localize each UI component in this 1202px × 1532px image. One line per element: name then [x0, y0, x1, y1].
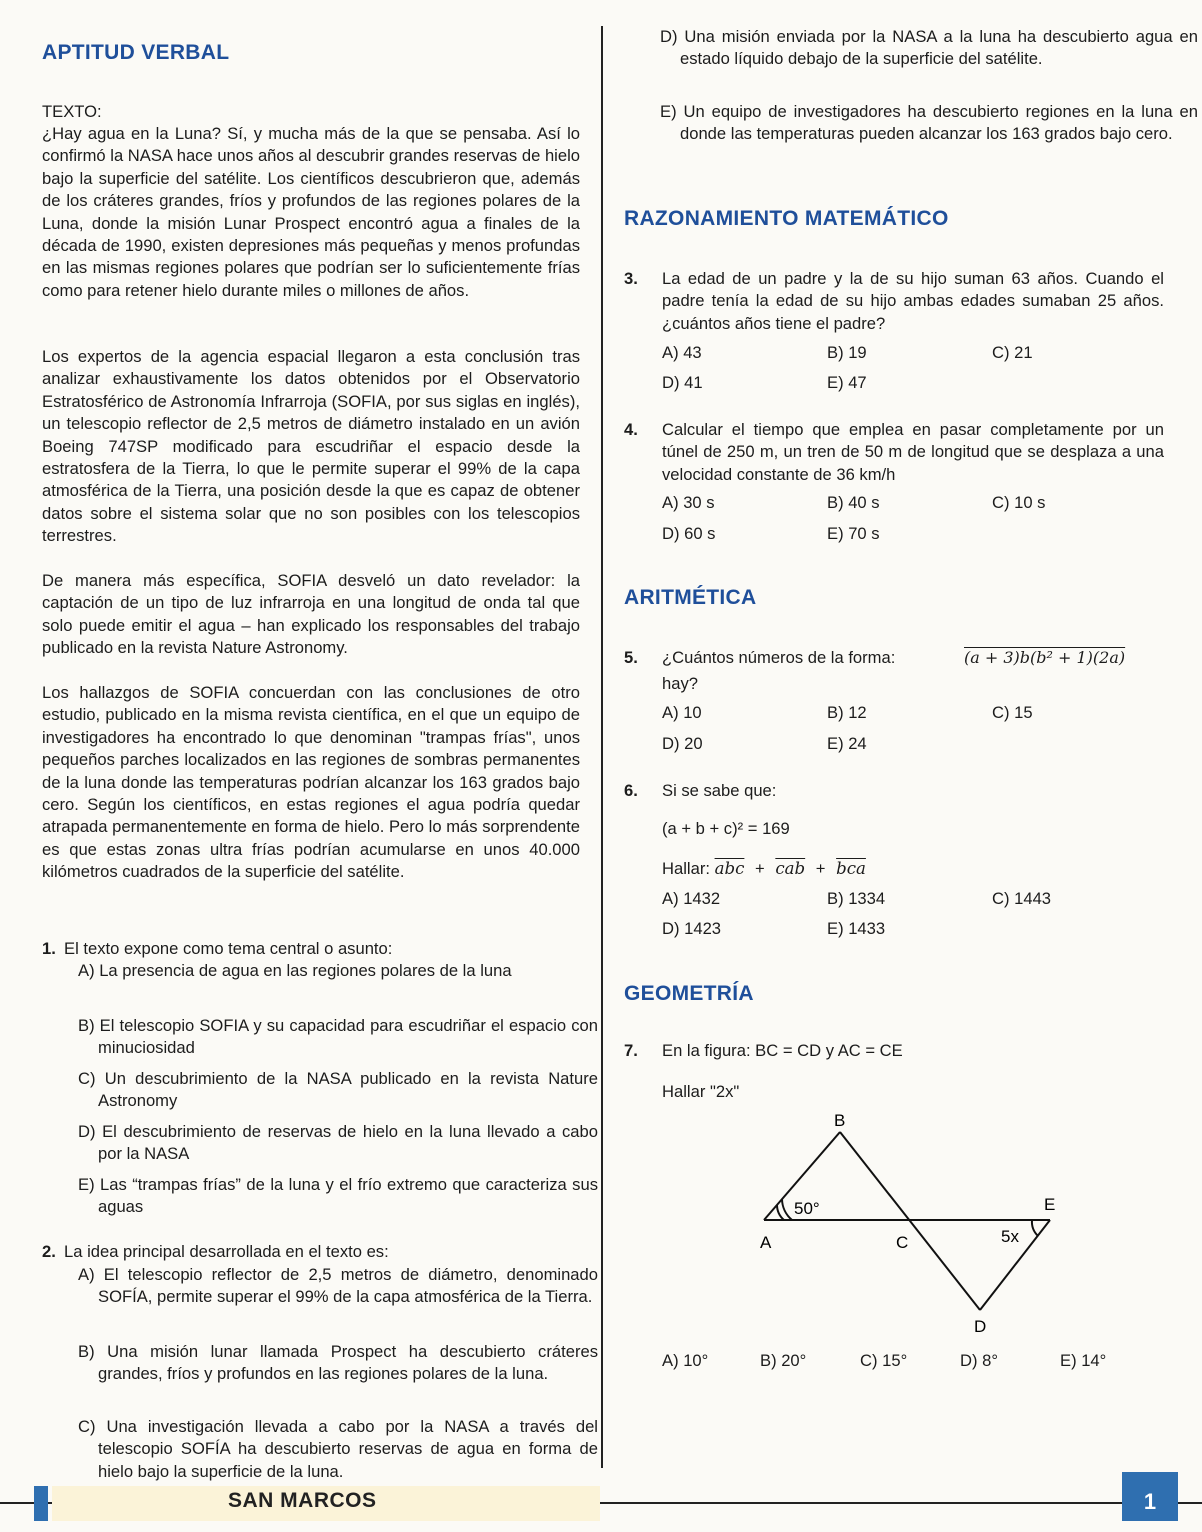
q6-term-abc: $\overline{abc}$: [714, 859, 745, 878]
q5-options-row-1: [662, 702, 1162, 724]
q6-option-d[interactable]: D) 1423: [662, 919, 722, 938]
question-1: [42, 938, 582, 960]
section-title-aritmetica: ARITMÉTICA: [624, 586, 757, 609]
angle-arc-a: [782, 1199, 792, 1220]
q7-hallar: Hallar "2x": [662, 1082, 740, 1101]
question-text: El texto expone como tema central o asunto:: [64, 939, 393, 958]
page-number-badge: 1: [1122, 1472, 1178, 1521]
q1-option-b[interactable]: B) El telescopio SOFIA y su capacidad para escudriñar el espacio con minuciosidad: [78, 1016, 598, 1058]
q6-options-row-1: [662, 888, 1162, 910]
column-divider: [601, 26, 603, 1468]
q4-option-b[interactable]: B) 40 s: [827, 493, 880, 512]
q7-option-e[interactable]: E) 14°: [1060, 1351, 1107, 1370]
q7-options-row: [662, 1350, 1162, 1372]
q3-option-e[interactable]: E) 47: [827, 373, 867, 392]
question-text: La edad de un padre y la de su hijo suman 63 años. Cuando el padre tenía la edad de su hijo ambas edades sumaban 25 años. ¿cuántos años tiene el padre?: [662, 269, 1164, 333]
q4-option-c[interactable]: C) 10 s: [992, 493, 1046, 512]
angle-5x-label: 5x: [1001, 1227, 1019, 1246]
q2-option-a[interactable]: A) El telescopio reflector de 2,5 metros de diámetro, denominado SOFÍA, permite superar el 99% de la capa atmosférica de la Tierra.: [78, 1265, 598, 1307]
q6-option-a[interactable]: A) 1432: [662, 889, 721, 908]
question-2: [42, 1241, 582, 1263]
q5-option-e[interactable]: E) 24: [827, 734, 867, 753]
q6-plus-1: +: [755, 859, 765, 878]
q1-option-a[interactable]: A) La presencia de agua en las regiones polares de la luna: [78, 961, 512, 980]
q1-option-e[interactable]: E) Las “trampas frías” de la luna y el frío extremo que caracteriza sus aguas: [78, 1175, 598, 1217]
question-text: La idea principal desarrollada en el texto es:: [64, 1242, 389, 1261]
question-number: 5.: [624, 648, 638, 667]
q3-option-a[interactable]: A) 43: [662, 343, 702, 362]
q6-option-b[interactable]: B) 1334: [827, 889, 886, 908]
question-6: [624, 780, 1164, 804]
q4-options-row-1: [662, 492, 1162, 514]
q3-option-d[interactable]: D) 41: [662, 373, 703, 392]
q6-option-c[interactable]: C) 1443: [992, 889, 1052, 908]
q7-option-b[interactable]: B) 20°: [760, 1351, 807, 1370]
q5-formula: (a + 3)b(b² + 1)(2a): [964, 648, 1126, 667]
point-e-label: E: [1044, 1195, 1056, 1214]
q6-hallar: [662, 858, 866, 880]
question-5: [624, 647, 1164, 671]
question-7: [624, 1040, 1164, 1064]
q5-option-b[interactable]: B) 12: [827, 703, 867, 722]
question-text: ¿Cuántos números de la forma:: [662, 648, 896, 667]
text-paragraph-1: ¿Hay agua en la Luna? Sí, y mucha más de la que se pensaba. Así lo confirmó la NASA hace unos años al descubrir grandes reservas de hielo bajo la superficie del satélite. Los científicos descubrieron que, además de los cráteres grandes, fríos y profundos de las regiones polares de la Luna, donde la misión Lunar Prospect encontró agua a finales de la década de 1990, existen depresiones más pequeñas y menos profundas en las mismas regiones polares que podrían ser lo suficientemente frías como para retener hielo durante miles o millones de años.: [42, 124, 580, 300]
q3-options-row-1: [662, 342, 1162, 364]
point-d-label: D: [974, 1317, 987, 1335]
q5-option-d[interactable]: D) 20: [662, 734, 703, 753]
q3-option-c[interactable]: C) 21: [992, 343, 1033, 362]
text-paragraph-3: De manera más específica, SOFIA desveló un dato revelador: la captación de un tipo de luz infrarroja en una longitud de onda tal que solo puede emitir el agua – han explicado los responsables del trabajo publicado en la revista Nature Astronomy.: [42, 571, 580, 658]
question-text: En la figura: BC = CD y AC = CE: [662, 1041, 903, 1060]
q5-text-continued: hay?: [662, 674, 698, 693]
point-a-label: A: [760, 1233, 772, 1252]
question-number: 2.: [42, 1242, 56, 1261]
text-paragraph-2: Los expertos de la agencia espacial llegaron a esta conclusión tras analizar exhaustivamente los datos obtenidos por el Observatorio Estratosférico de Astronomía Infrarroja (SOFIA, por sus siglas en inglés), un telescopio reflector de 2,5 metros de diámetro instalado en un avión Boeing 747SP modificado para escudriñar el espacio desde la estratosfera de la Tierra, lo que le permite superar el 99% de la capa atmosférica de la Tierra, una posición desde la que es capaz de obtener datos sobre el sistema solar que no son posibles con los telescopios terrestres.: [42, 347, 580, 546]
q6-options-row-2: [662, 918, 1162, 940]
q6-equation: (a + b + c)² = 169: [662, 819, 790, 838]
question-4: [624, 419, 1164, 486]
q4-option-e[interactable]: E) 70 s: [827, 524, 880, 543]
angle-arc-e: [1032, 1220, 1038, 1236]
q2-option-e[interactable]: E) Un equipo de investigadores ha descubierto regiones en la luna en donde las temperaturas pueden alcanzar los 163 grados bajo cero.: [660, 102, 1198, 144]
q5-option-c[interactable]: C) 15: [992, 703, 1033, 722]
q6-option-e[interactable]: E) 1433: [827, 919, 886, 938]
question-number: 6.: [624, 781, 638, 800]
q4-option-d[interactable]: D) 60 s: [662, 524, 716, 543]
question-text: Si se sabe que:: [662, 781, 777, 800]
q2-option-d[interactable]: D) Una misión enviada por la NASA a la luna ha descubierto agua en estado líquido debajo de la superficie del satélite.: [660, 27, 1198, 69]
footer-title: SAN MARCOS: [228, 1489, 377, 1512]
q6-hallar-label: Hallar:: [662, 859, 710, 878]
q6-term-cab: $\overline{cab}$: [775, 859, 806, 878]
q7-option-c[interactable]: C) 15°: [860, 1351, 908, 1370]
point-b-label: B: [834, 1111, 846, 1130]
q6-plus-2: +: [815, 859, 826, 878]
q3-options-row-2: [662, 372, 1162, 394]
footer-accent-bar: [34, 1486, 48, 1521]
texto-label: TEXTO:: [42, 102, 102, 121]
q4-options-row-2: [662, 523, 1162, 545]
q4-option-a[interactable]: A) 30 s: [662, 493, 715, 512]
q6-term-bca: $\overline{bca}$: [836, 859, 866, 878]
q5-options-row-2: [662, 733, 1162, 755]
section-title-aptitud-verbal: APTITUD VERBAL: [42, 41, 230, 64]
q1-option-c[interactable]: C) Un descubrimiento de la NASA publicado en la revista Nature Astronomy: [78, 1069, 598, 1111]
q2-option-b[interactable]: B) Una misión lunar llamada Prospect ha descubierto cráteres grandes, fríos y profundos en las regiones polares de la luna.: [78, 1342, 598, 1384]
text-paragraph-4: Los hallazgos de SOFIA concuerdan con las conclusiones de otro estudio, publicado en la misma revista científica, en el que un equipo de investigadores ha encontrado lo que denominan "trampas frías", unos pequeños parches localizados en las regiones de sombras permanentes de la luna donde las temperaturas podrían alcanzar los 163 grados bajo cero. Según los científicos, en estas regiones el agua podría quedar atrapada permanentemente en forma de hielo. Pero lo más sorprendente es que estas zonas ultra frías podrían acumularse en unos 40.000 kilómetros cuadrados de la superficie del satélite.: [42, 683, 580, 882]
q7-option-d[interactable]: D) 8°: [960, 1351, 998, 1370]
point-c-label: C: [896, 1233, 909, 1252]
q3-option-b[interactable]: B) 19: [827, 343, 867, 362]
question-number: 4.: [624, 420, 638, 439]
question-3: [624, 268, 1164, 335]
question-text: Calcular el tiempo que emplea en pasar completamente por un túnel de 250 m, un tren de 50 m de longitud que se desplaza a una velocidad constante de 36 km/h: [662, 420, 1164, 484]
q1-option-d[interactable]: D) El descubrimiento de reservas de hielo en la luna llevado a cabo por la NASA: [78, 1122, 598, 1164]
geometry-figure: [754, 1110, 1074, 1335]
q2-option-c[interactable]: C) Una investigación llevada a cabo por la NASA a través del telescopio SOFÍA ha descubierto reservas de agua en forma de hielo bajo la superficie de la luna.: [78, 1417, 598, 1481]
section-title-geometria: GEOMETRÍA: [624, 982, 754, 1005]
question-number: 1.: [42, 939, 56, 958]
top-decoration: [38, 0, 278, 7]
q7-option-a[interactable]: A) 10°: [662, 1351, 709, 1370]
angle-50-label: 50°: [794, 1199, 820, 1218]
question-number: 7.: [624, 1041, 638, 1060]
question-number: 3.: [624, 269, 638, 288]
q5-option-a[interactable]: A) 10: [662, 703, 702, 722]
section-title-razonamiento-matematico: RAZONAMIENTO MATEMÁTICO: [624, 207, 949, 230]
